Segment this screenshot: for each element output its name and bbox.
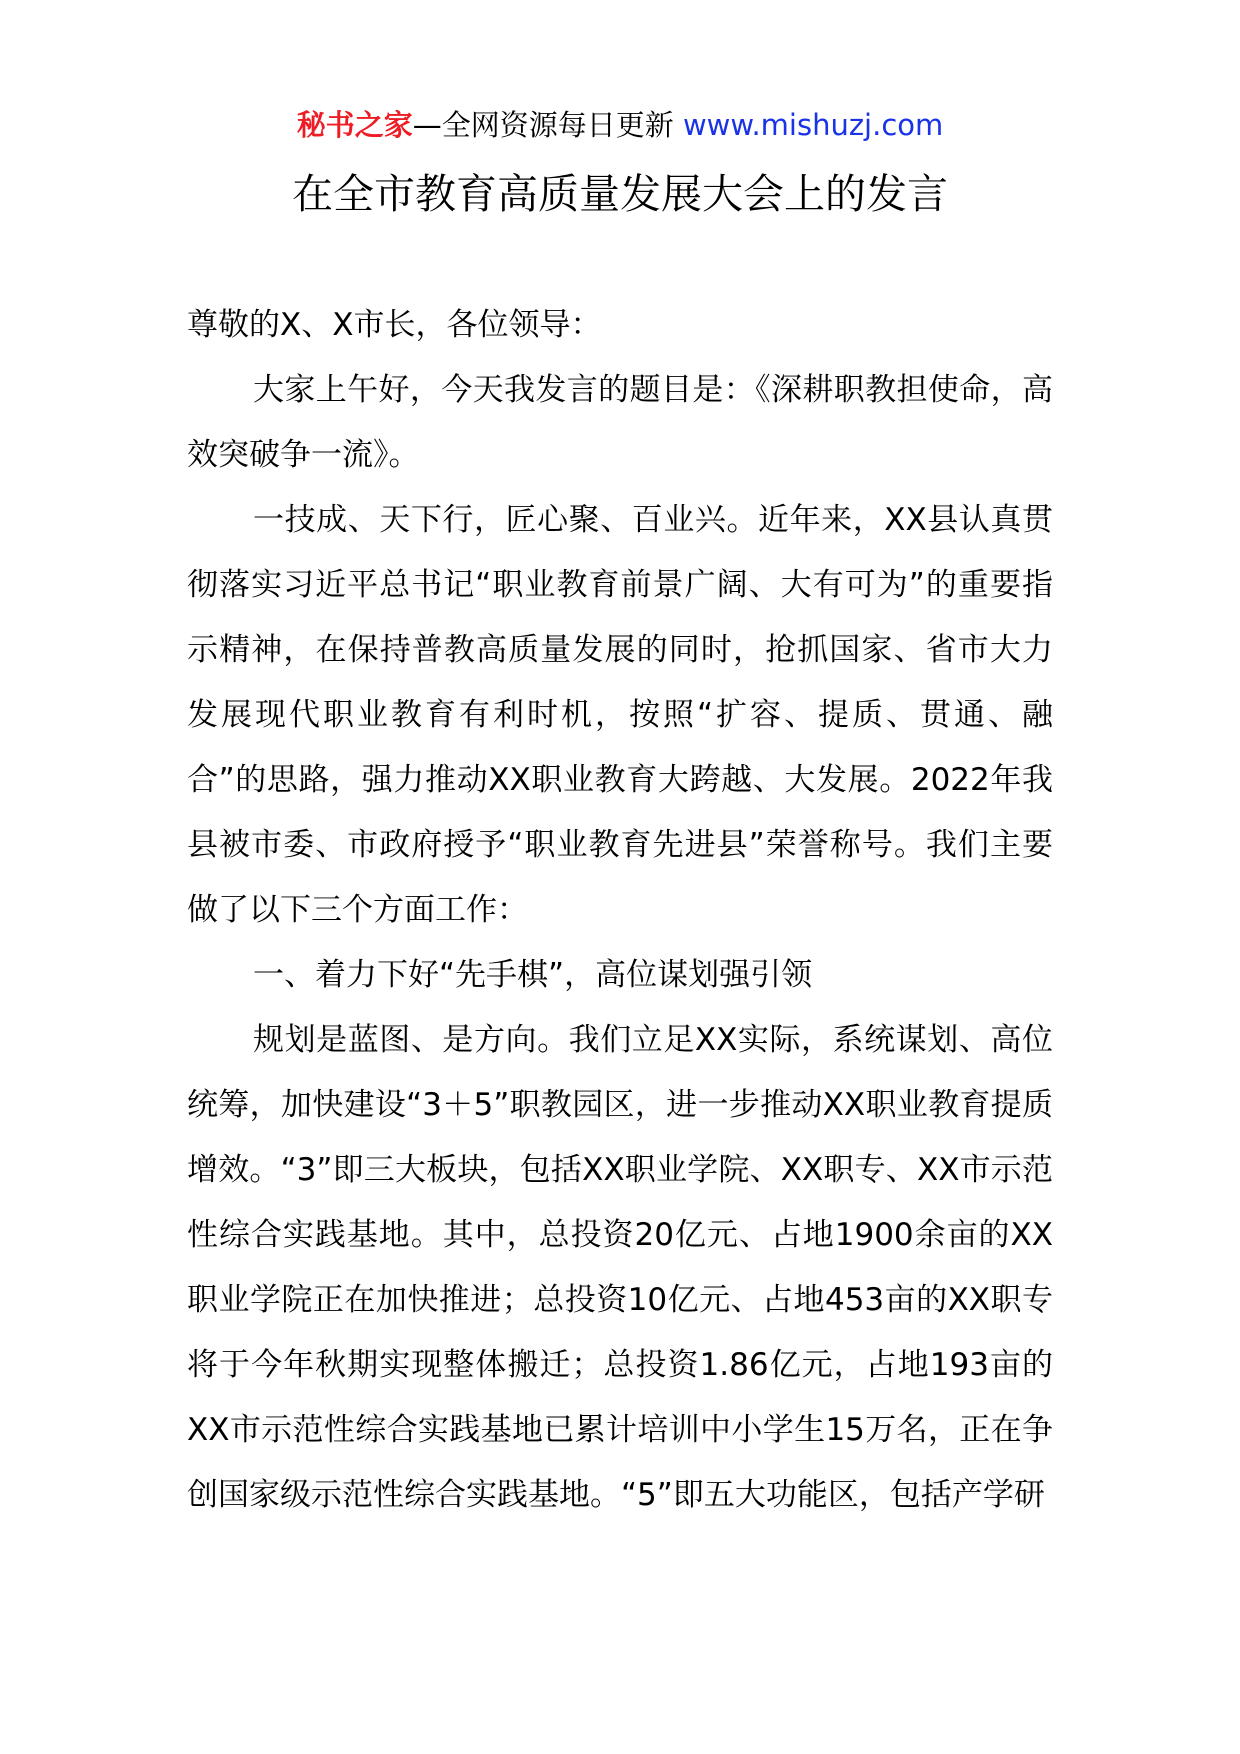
document-body <box>187 293 1053 1528</box>
opening-paragraph: 大家上午好，今天我发言的题目是：《深耕职教担使命，高效突破争一流》。 <box>187 372 1053 473</box>
overview-paragraph: 一技成、天下行，匠心聚、百业兴。近年来，XX县认真贯彻落实习近平总书记“职业教育前景广阔、大有可为”的重要指示精神，在保持普教高质量发展的同时，抢抓国家、省市大力发展现代职业教育有利时机，按照“扩容、提质、贯通、融合”的思路，强力推动XX职业教育大跨越、大发展。2022年我县被市委、市政府授予“职业教育先进县”荣誉称号。我们主要做了以下三个方面工作： <box>187 502 1053 928</box>
section-heading: 一、着力下好“先手棋”，高位谋划强引领 <box>253 957 813 993</box>
site-header <box>0 100 1240 150</box>
site-brand: 秘书之家 <box>296 108 413 142</box>
salutation-paragraph: 尊敬的X、X市长，各位领导： <box>187 307 602 343</box>
site-slogan: —全网资源每日更新 <box>412 108 683 142</box>
document-title: 在全市教育高质量发展大会上的发言 <box>292 170 948 218</box>
planning-paragraph: 规划是蓝图、是方向。我们立足XX实际，系统谋划、高位统筹，加快建设“3＋5”职教园区，进一步推动XX职业教育提质增效。“3”即三大板块，包括XX职业学院、XX职专、XX市示范性综合实践基地。其中，总投资20亿元、占地1900余亩的XX职业学院正在加快推进；总投资10亿元、占地453亩的XX职专将于今年秋期实现整体搬迁；总投资1.86亿元，占地193亩的XX市示范性综合实践基地已累计培训中小学生15万名，正在争创国家级示范性综合实践基地。“5”即五大功能区，包括产学研 <box>187 1022 1053 1513</box>
site-url-link[interactable]: www.mishuzj.com <box>682 108 944 142</box>
